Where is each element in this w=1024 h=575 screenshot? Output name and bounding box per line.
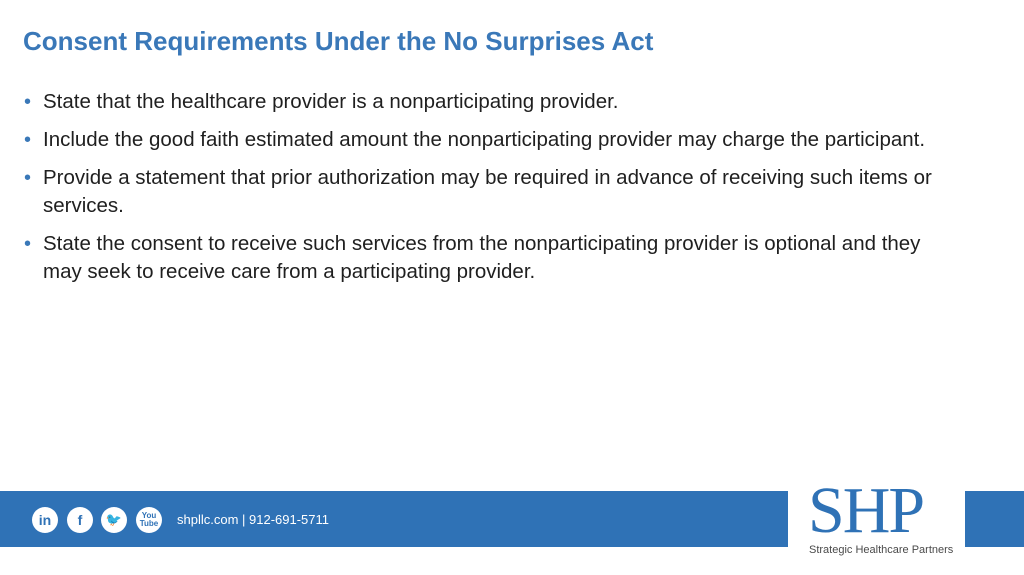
bullet-item [24,230,944,286]
bullet-text: State the consent to receive such services from the nonparticipating provider is optional and they may seek to receive care from a participating provider. [43,232,921,283]
contact-info[interactable]: shpllc.com | 912-691-5711 [177,512,330,527]
bullet-icon: • [24,167,32,189]
footer-bar-right [965,491,1024,547]
bullet-text: Provide a statement that prior authorization may be required in advance of receiving such items or services. [43,166,932,217]
twitter-glyph: 🐦 [105,512,123,527]
youtube-glyph-top: You [141,511,157,520]
linkedin-glyph: in [38,512,52,528]
logo-mark: SHP [808,474,924,547]
bullet-icon: • [24,233,32,255]
bullet-item [24,164,944,220]
youtube-glyph-bottom: Tube [139,519,159,528]
shp-logo [796,474,961,564]
facebook-icon[interactable] [67,507,93,533]
twitter-icon[interactable] [101,507,127,533]
facebook-glyph: f [77,512,83,528]
bullet-item [24,126,944,154]
bullet-text: Include the good faith estimated amount the nonparticipating provider may charge the participant. [43,128,926,151]
linkedin-icon[interactable] [32,507,58,533]
bullet-icon: • [24,129,32,151]
bullet-item [24,88,944,116]
logo-tagline: Strategic Healthcare Partners [809,544,954,556]
bullet-text: State that the healthcare provider is a nonparticipating provider. [43,90,619,113]
youtube-icon[interactable] [136,507,162,533]
bullet-list [24,88,944,296]
bullet-icon: • [24,91,32,113]
slide-title: Consent Requirements Under the No Surprises Act [23,26,654,56]
